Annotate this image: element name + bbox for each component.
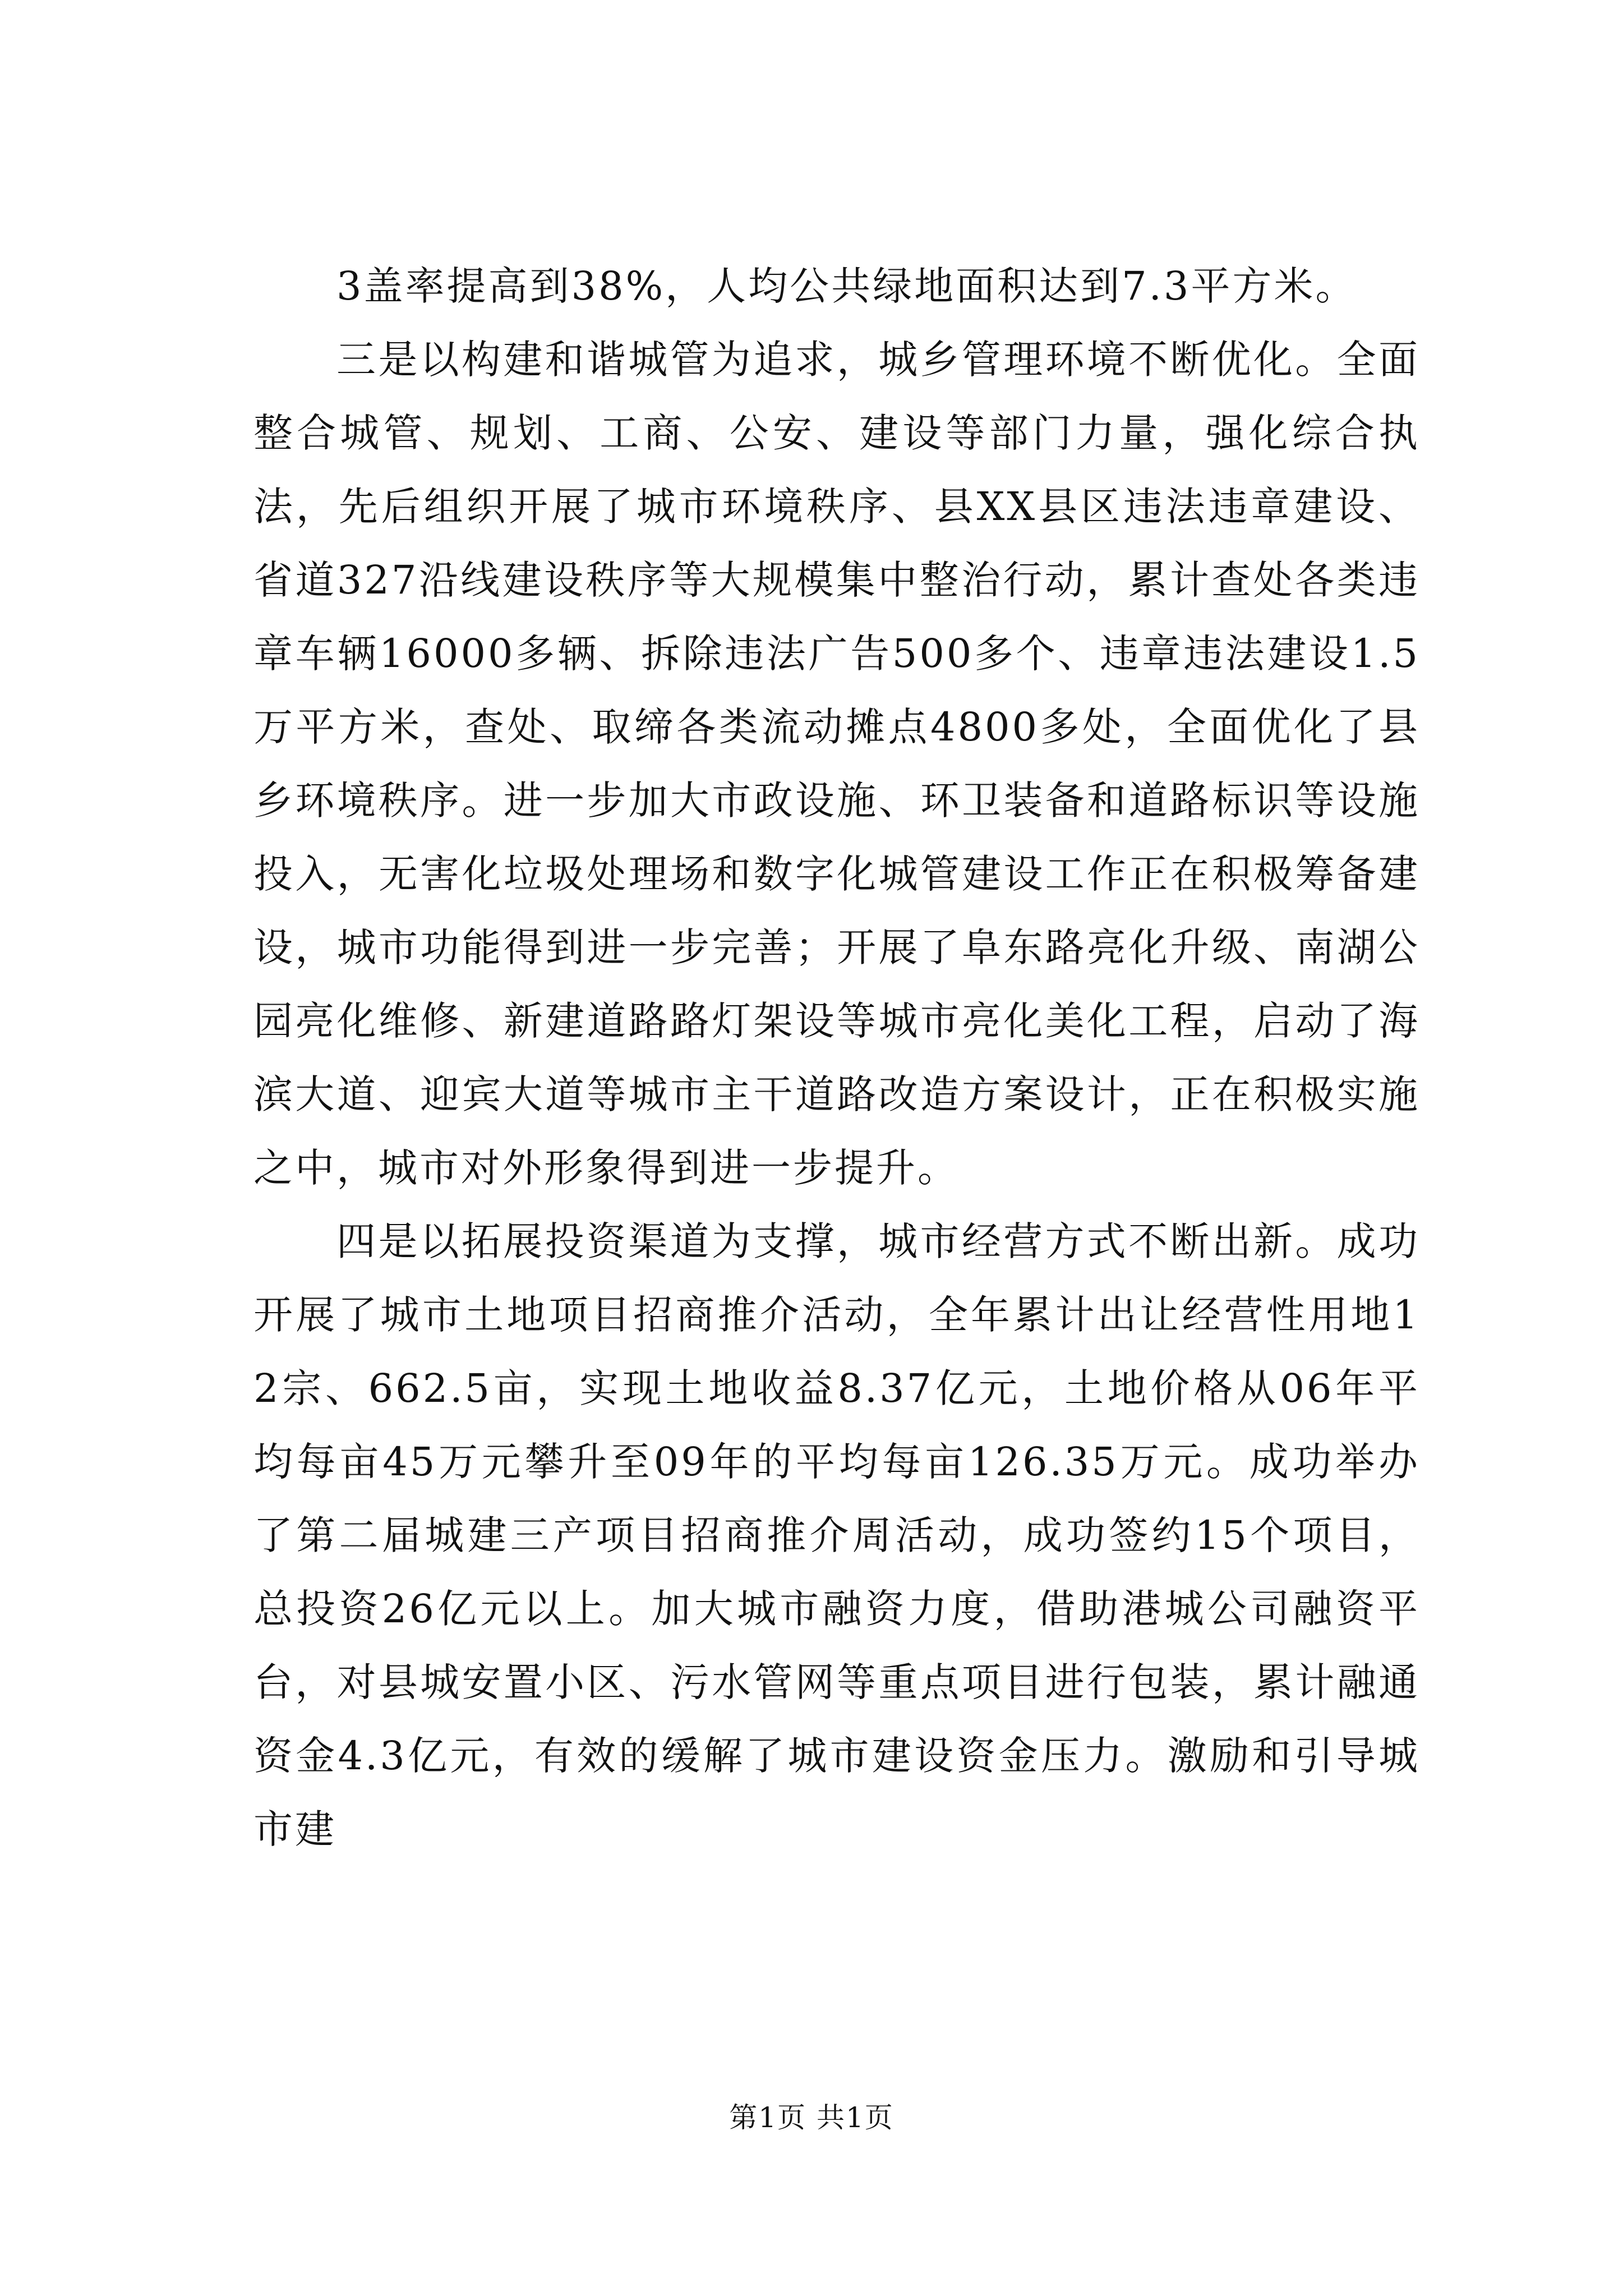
paragraph-greening-rate: 3盖率提高到38%，人均公共绿地面积达到7.3平方米。 <box>336 263 1357 309</box>
paragraph-urban-management: 三是以构建和谐城管为追求，城乡管理环境不断优化。全面整合城管、规划、工商、公安、建设等部门力量，强化综合执法，先后组织开展了城市环境秩序、县XX县区违法违章建设、省道327沿线建设秩序等大规模集中整治行动，累计查处各类违章车辆16000多辆、拆除违法广告500多个、违章违法建设1.5万平方米，查处、取缔各类流动摊点4800多处，全面优化了县乡环境秩序。进一步加大市政设施、环卫装备和道路标识等设施投入，无害化垃圾处理场和数字化城管建设工作正在积极筹备建设，城市功能得到进一步完善；开展了阜东路亮化升级、南湖公园亮化维修、新建道路路灯架设等城市亮化美化工程，启动了海滨大道、迎宾大道等城市主干道路改造方案设计，正在积极实施之中，城市对外形象得到进一步提升。 <box>253 337 1420 1191</box>
page-footer: 第1页 共1页 <box>729 2101 894 2134</box>
document-body <box>253 250 1420 1866</box>
paragraph-investment-channels: 四是以拓展投资渠道为支撑，城市经营方式不断出新。成功开展了城市土地项目招商推介活动，全年累计出让经营性用地12宗、662.5亩，实现土地收益8.37亿元，土地价格从06年平均每亩45万元攀升至09年的平均每亩126.35万元。成功举办了第二届城建三产项目招商推介周活动，成功签约15个项目，总投资26亿元以上。加大城市融资力度，借助港城公司融资平台，对县城安置小区、污水管网等重点项目进行包装，累计融通资金4.3亿元，有效的缓解了城市建设资金压力。激励和引导城市建 <box>253 1218 1420 1852</box>
